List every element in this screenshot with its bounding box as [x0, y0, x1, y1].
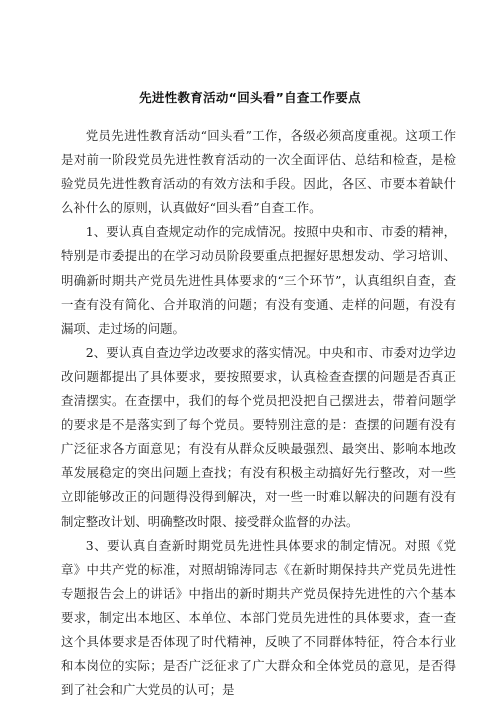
- paragraph-item-2: 2、要认真自查边学边改要求的落实情况。中央和市、市委对边学边改问题都提出了具体要求，要按照要求，认真检查查摆的问题是否真正查清摆实。在查摆中，我们的每个党员把没把自己摆进去，带着问题学的要求是不是落实到了每个党员。要特别注意的是：查摆的问题有没有广泛征求各方面意见；有没有从群众反映最强烈、最突出、影响本地改革发展稳定的突出问题上查找；有没有积极主动搞好先行整改，对一些立即能够改正的问题得没得到解决，对一些一时难以解决的问题有没有制定整改计划、明确整改时限、接受群众监督的办法。: [61, 344, 456, 529]
- page-title: 先进性教育活动“回头看”自查工作要点: [139, 90, 361, 105]
- paragraph-item-3: 3、要认真自查新时期党员先进性具体要求的制定情况。对照《党章》中共产党的标准，对照胡锦涛同志《在新时期保持共产党员先进性专题报告会上的讲话》中指出的新时期共产党员保持先进性的六个基本要求，制定出本地区、本单位、本部门党员先进性的具体要求，查一查这个具体要求是否体现了时代精神，反映了不同群体特征，符合本行业和本岗位的实际；是否广泛征求了广大群众和全体党员的意见，是否得到了社会和广大党员的认可；是: [61, 537, 456, 698]
- paragraph-item-1: 1、要认真自查规定动作的完成情况。按照中央和市、市委的精神，特别是市委提出的在学习动员阶段要重点把握好思想发动、学习培训、明确新时期共产党员先进性具体要求的“三个环节”，认真组织自查，查一查有没有简化、合并取消的问题；有没有变通、走样的问题，有没有漏项、走过场的问题。: [61, 224, 456, 336]
- document-body: [61, 124, 456, 702]
- paragraph-intro: 党员先进性教育活动“回头看”工作，各级必须高度重视。这项工作是对前一阶段党员先进性教育活动的一次全面评估、总结和检查，是检验党员先进性教育活动的有效方法和手段。因此，各区、市要本着缺什么补什么的原则，认真做好“回头看”自查工作。: [61, 128, 456, 216]
